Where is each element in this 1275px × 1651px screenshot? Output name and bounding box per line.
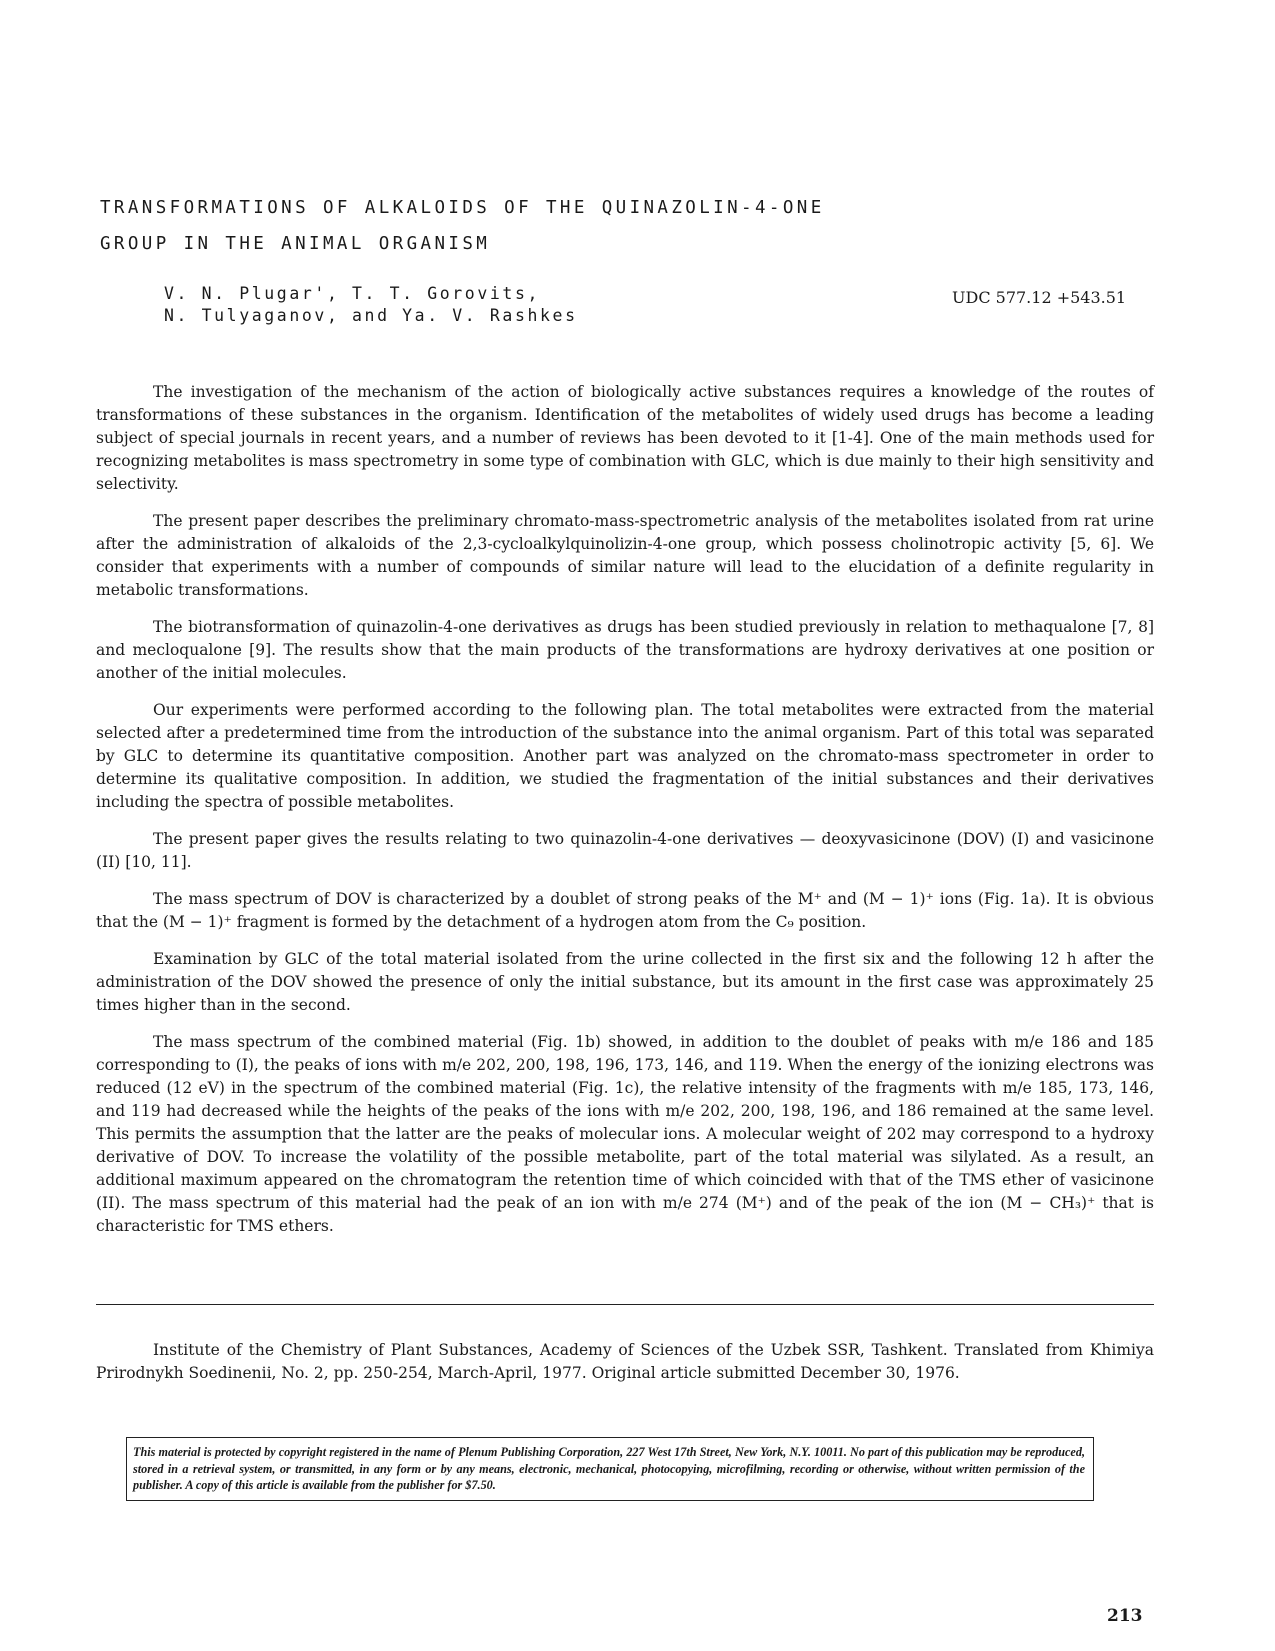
article-body bbox=[96, 381, 1154, 1252]
paragraph-3: The biotransformation of quinazolin-4-one derivatives as drugs has been studied previously in relation to methaqualone [7, 8] and mecloqualone [9]. The results show that the main products of the transformations are hydroxy derivatives at one position or another of the initial molecules. bbox=[96, 618, 1154, 682]
authors-line-1: V. N. Plugar', T. T. Gorovits, bbox=[164, 284, 541, 303]
udc-code: UDC 577.12 +543.51 bbox=[952, 288, 1127, 307]
affiliation-footnote: Institute of the Chemistry of Plant Substances, Academy of Sciences of the Uzbek SSR, Tashkent. Translated from Khimiya Prirodnykh Soedinenii, No. 2, pp. 250-254, March-April, 1977. Original article submitted December 30, 1976. bbox=[96, 1341, 1154, 1382]
paragraph-8: The mass spectrum of the combined material (Fig. 1b) showed, in addition to the doublet of peaks with m/e 186 and 185 corresponding to (I), the peaks of ions with m/e 202, 200, 198, 196, 173, 146, and 119. When the energy of the ionizing electrons was reduced (12 eV) in the spectrum of the combined material (Fig. 1c), the relative intensity of the fragments with m/e 185, 173, 146, and 119 had decreased while the heights of the peaks of the ions with m/e 202, 200, 198, 196, and 186 remained at the same level. This permits the assumption that the latter are the peaks of molecular ions. A molecular weight of 202 may correspond to a hydroxy derivative of DOV. To increase the volatility of the possible metabolite, part of the total material was silylated. As a result, an additional maximum appeared on the chromatogram the retention time of which coincided with that of the TMS ether of vasicinone (II). The mass spectrum of this material had the peak of an ion with m/e 274 (M⁺) and of the peak of the ion (M − CH₃)⁺ that is characteristic for TMS ethers. bbox=[96, 1033, 1154, 1235]
paragraph-2: The present paper describes the preliminary chromato-mass-spectrometric analysis of the metabolites isolated from rat urine after the administration of alkaloids of the 2,3-cycloalkylquinolizin-4-one group, which possess cholinotropic activity [5, 6]. We consider that experiments with a number of compounds of similar nature will lead to the elucidation of a definite regularity in metabolic transformations. bbox=[96, 512, 1154, 599]
article-title-line-2: GROUP IN THE ANIMAL ORGANISM bbox=[100, 234, 491, 254]
page-number: 213 bbox=[1107, 1606, 1143, 1626]
paragraph-5: The present paper gives the results relating to two quinazolin-4-one derivatives — deoxyvasicinone (DOV) (I) and vasicinone (II) [10, 11]. bbox=[96, 830, 1154, 871]
paragraph-1: The investigation of the mechanism of the action of biologically active substances requires a knowledge of the routes of transformations of these substances in the organism. Identification of the metabolites of widely used drugs has become a leading subject of special journals in recent years, and a number of reviews has been devoted to it [1-4]. One of the main methods used for recognizing metabolites is mass spectrometry in some type of combination with GLC, which is due mainly to their high sensitivity and selectivity. bbox=[96, 383, 1154, 493]
author-list bbox=[164, 283, 578, 327]
copyright-notice-box bbox=[126, 1437, 1094, 1501]
footnote-divider bbox=[96, 1304, 1154, 1305]
authors-line-2: N. Tulyaganov, and Ya. V. Rashkes bbox=[164, 306, 578, 325]
paragraph-4: Our experiments were performed according to the following plan. The total metabolites were extracted from the material selected after a predetermined time from the introduction of the substance into the animal organism. Part of this total was separated by GLC to determine its quantitative composition. Another part was analyzed on the chromato-mass spectrometer in order to determine its qualitative composition. In addition, we studied the fragmentation of the initial substances and their derivatives including the spectra of possible metabolites. bbox=[96, 701, 1154, 811]
paragraph-7: Examination by GLC of the total material isolated from the urine collected in the first six and the following 12 h after the administration of the DOV showed the presence of only the initial substance, but its amount in the first case was approximately 25 times higher than in the second. bbox=[96, 950, 1154, 1014]
copyright-notice-text: This material is protected by copyright registered in the name of Plenum Publishing Corporation, 227 West 17th Street, New York, N.Y. 10011. No part of this publication may be reproduced, stored in a retrieval system, or transmitted, in any form or by any means, electronic, mechanical, photocopying, microfilming, recording or otherwise, without written permission of the publisher. A copy of this article is available from the publisher for $7.50. bbox=[133, 1445, 1085, 1492]
paragraph-6: The mass spectrum of DOV is characterized by a doublet of strong peaks of the M⁺ and (M − 1)⁺ ions (Fig. 1a). It is obvious that the (M − 1)⁺ fragment is formed by the detachment of a hydrogen atom from the C₉ position. bbox=[96, 890, 1154, 931]
article-title-line-1: TRANSFORMATIONS OF ALKALOIDS OF THE QUINAZOLIN-4-ONE bbox=[100, 198, 825, 218]
